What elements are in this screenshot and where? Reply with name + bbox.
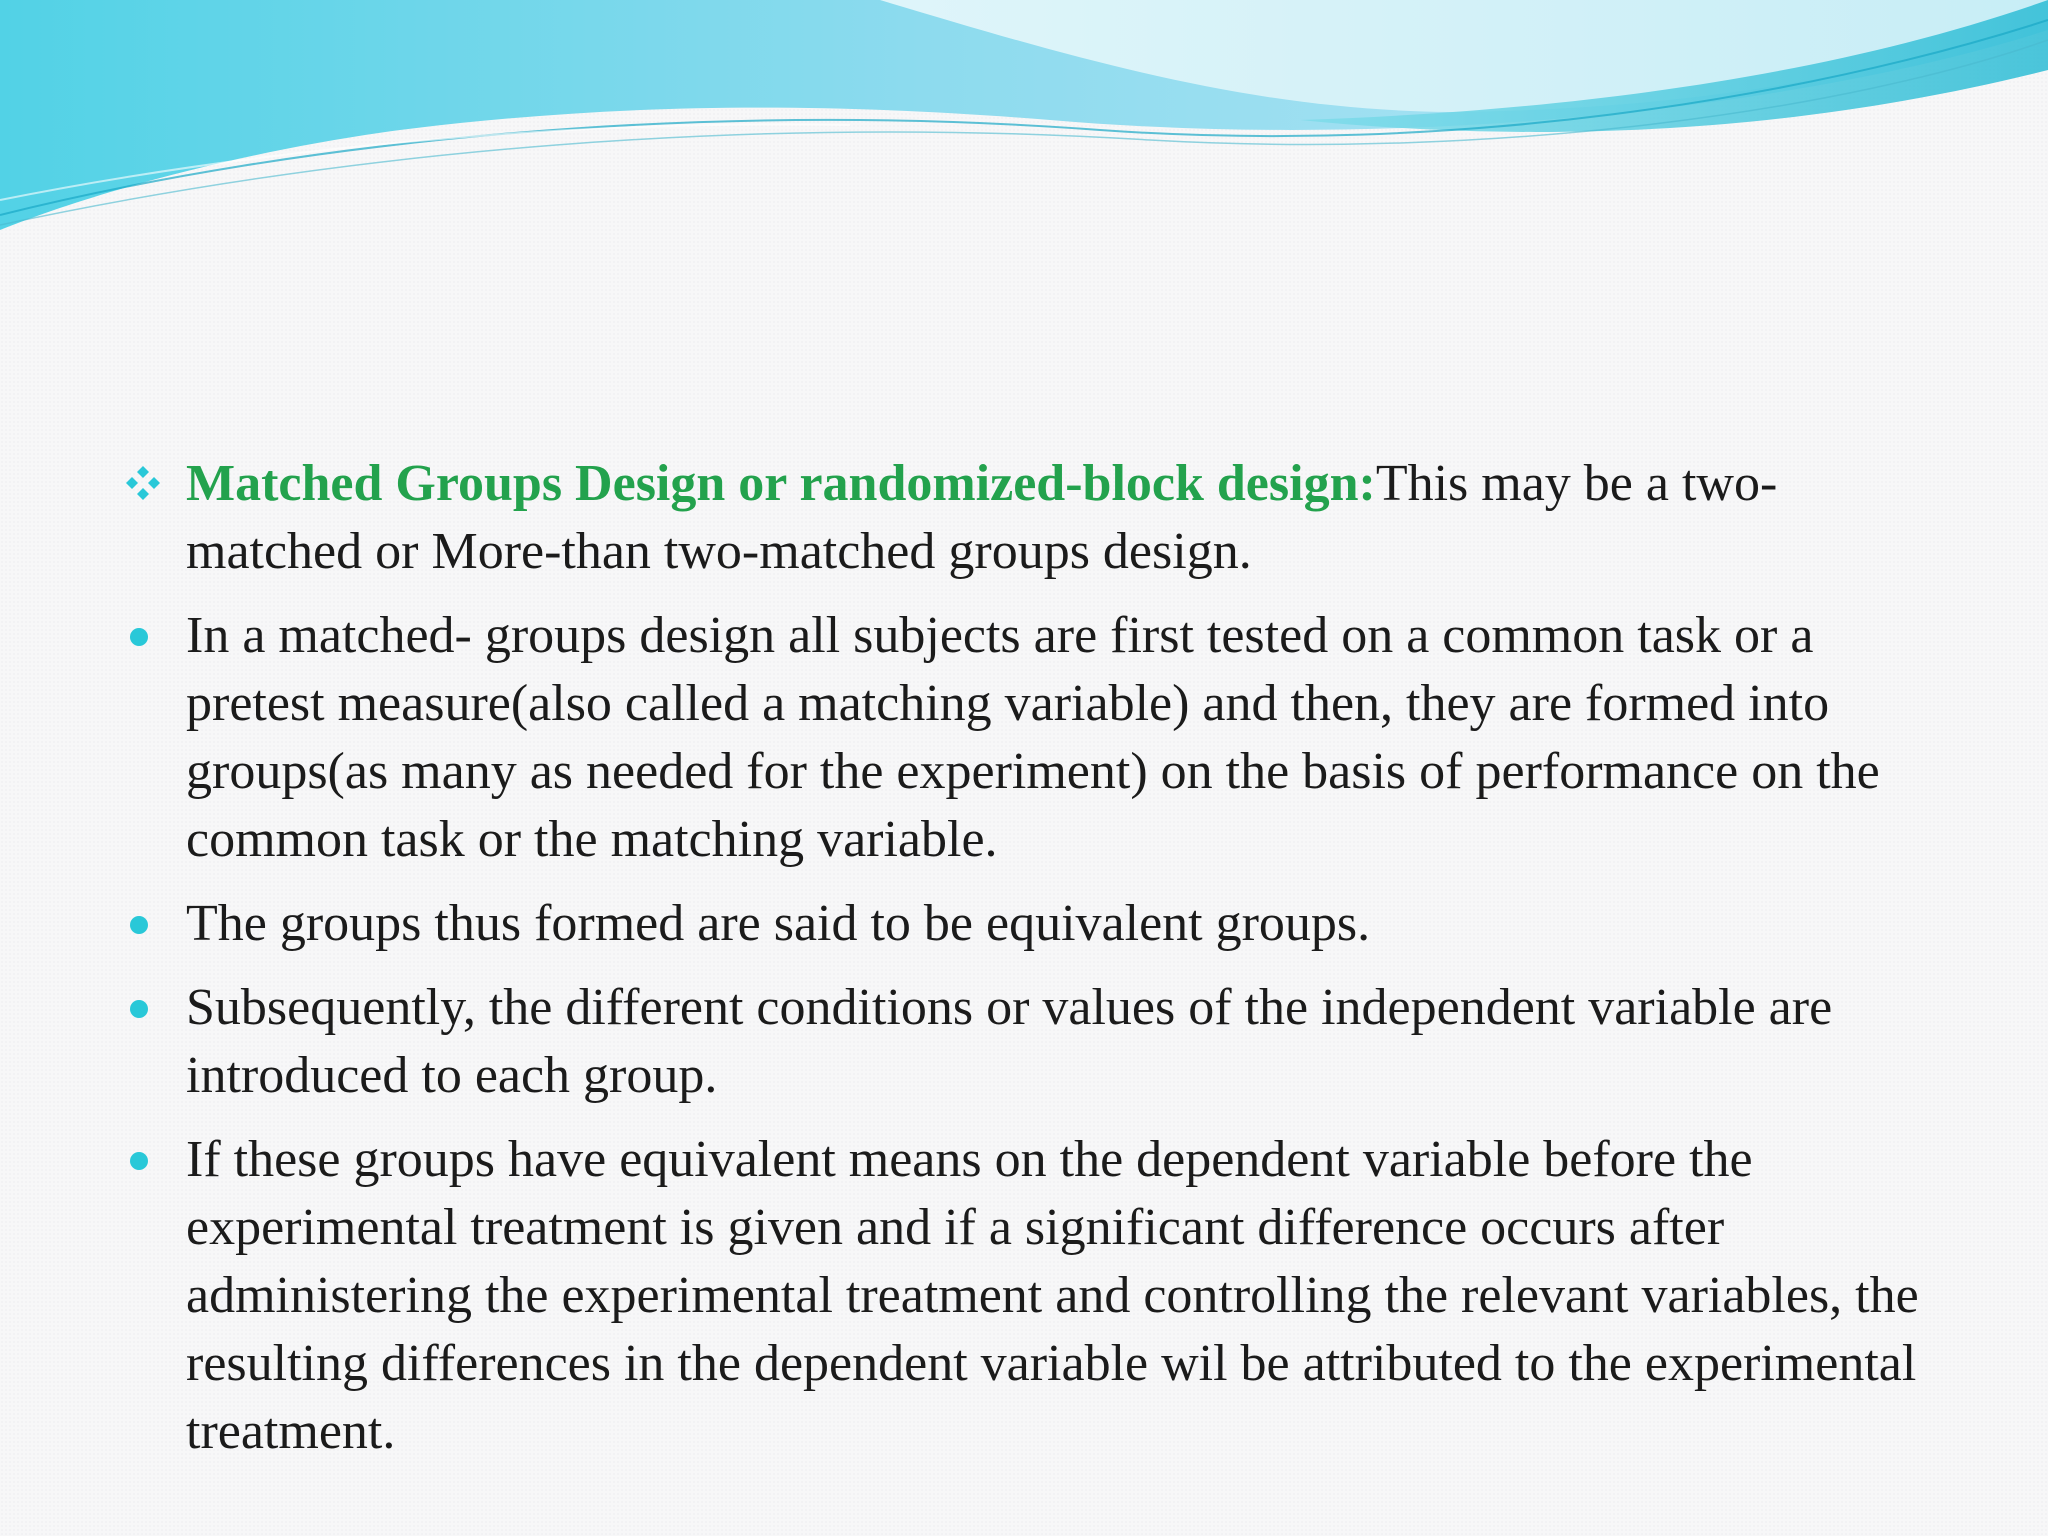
bullet-text: The groups thus formed are said to be equivalent groups. xyxy=(186,895,1371,952)
dot-icon xyxy=(130,1000,148,1018)
bullet-list xyxy=(130,450,1930,1482)
dot-icon xyxy=(130,916,148,934)
bullet-item xyxy=(130,450,1930,586)
bullet-item xyxy=(130,890,1930,958)
dot-icon xyxy=(130,628,148,646)
bullet-text: Subsequently, the different conditions or values of the independent variable are introduced to each group. xyxy=(186,979,1833,1104)
bullet-text: If these groups have equivalent means on the dependent variable before the experimental treatment is given and if a significant difference occurs after administering the experimental treatment and controlling the relevant variables, the resulting differences in the dependent variable wil be attributed to the experimental treatment. xyxy=(186,1131,1919,1460)
dot-icon xyxy=(130,1152,148,1170)
header-wave-decoration xyxy=(0,0,2048,240)
bullet-heading: Matched Groups Design or randomized-block design: xyxy=(186,455,1376,512)
bullet-text: This may be a two-matched or More-than two-matched groups design. xyxy=(186,455,1778,580)
bullet-text: In a matched- groups design all subjects are first tested on a common task or a pretest measure(also called a matching variable) and then, they are formed into groups(as many as needed for the experiment) on the basis of performance on the common task or the matching variable. xyxy=(186,607,1880,868)
bullet-item xyxy=(130,1126,1930,1466)
diamond-cluster-icon xyxy=(126,466,160,500)
bullet-item xyxy=(130,974,1930,1110)
bullet-item xyxy=(130,602,1930,874)
